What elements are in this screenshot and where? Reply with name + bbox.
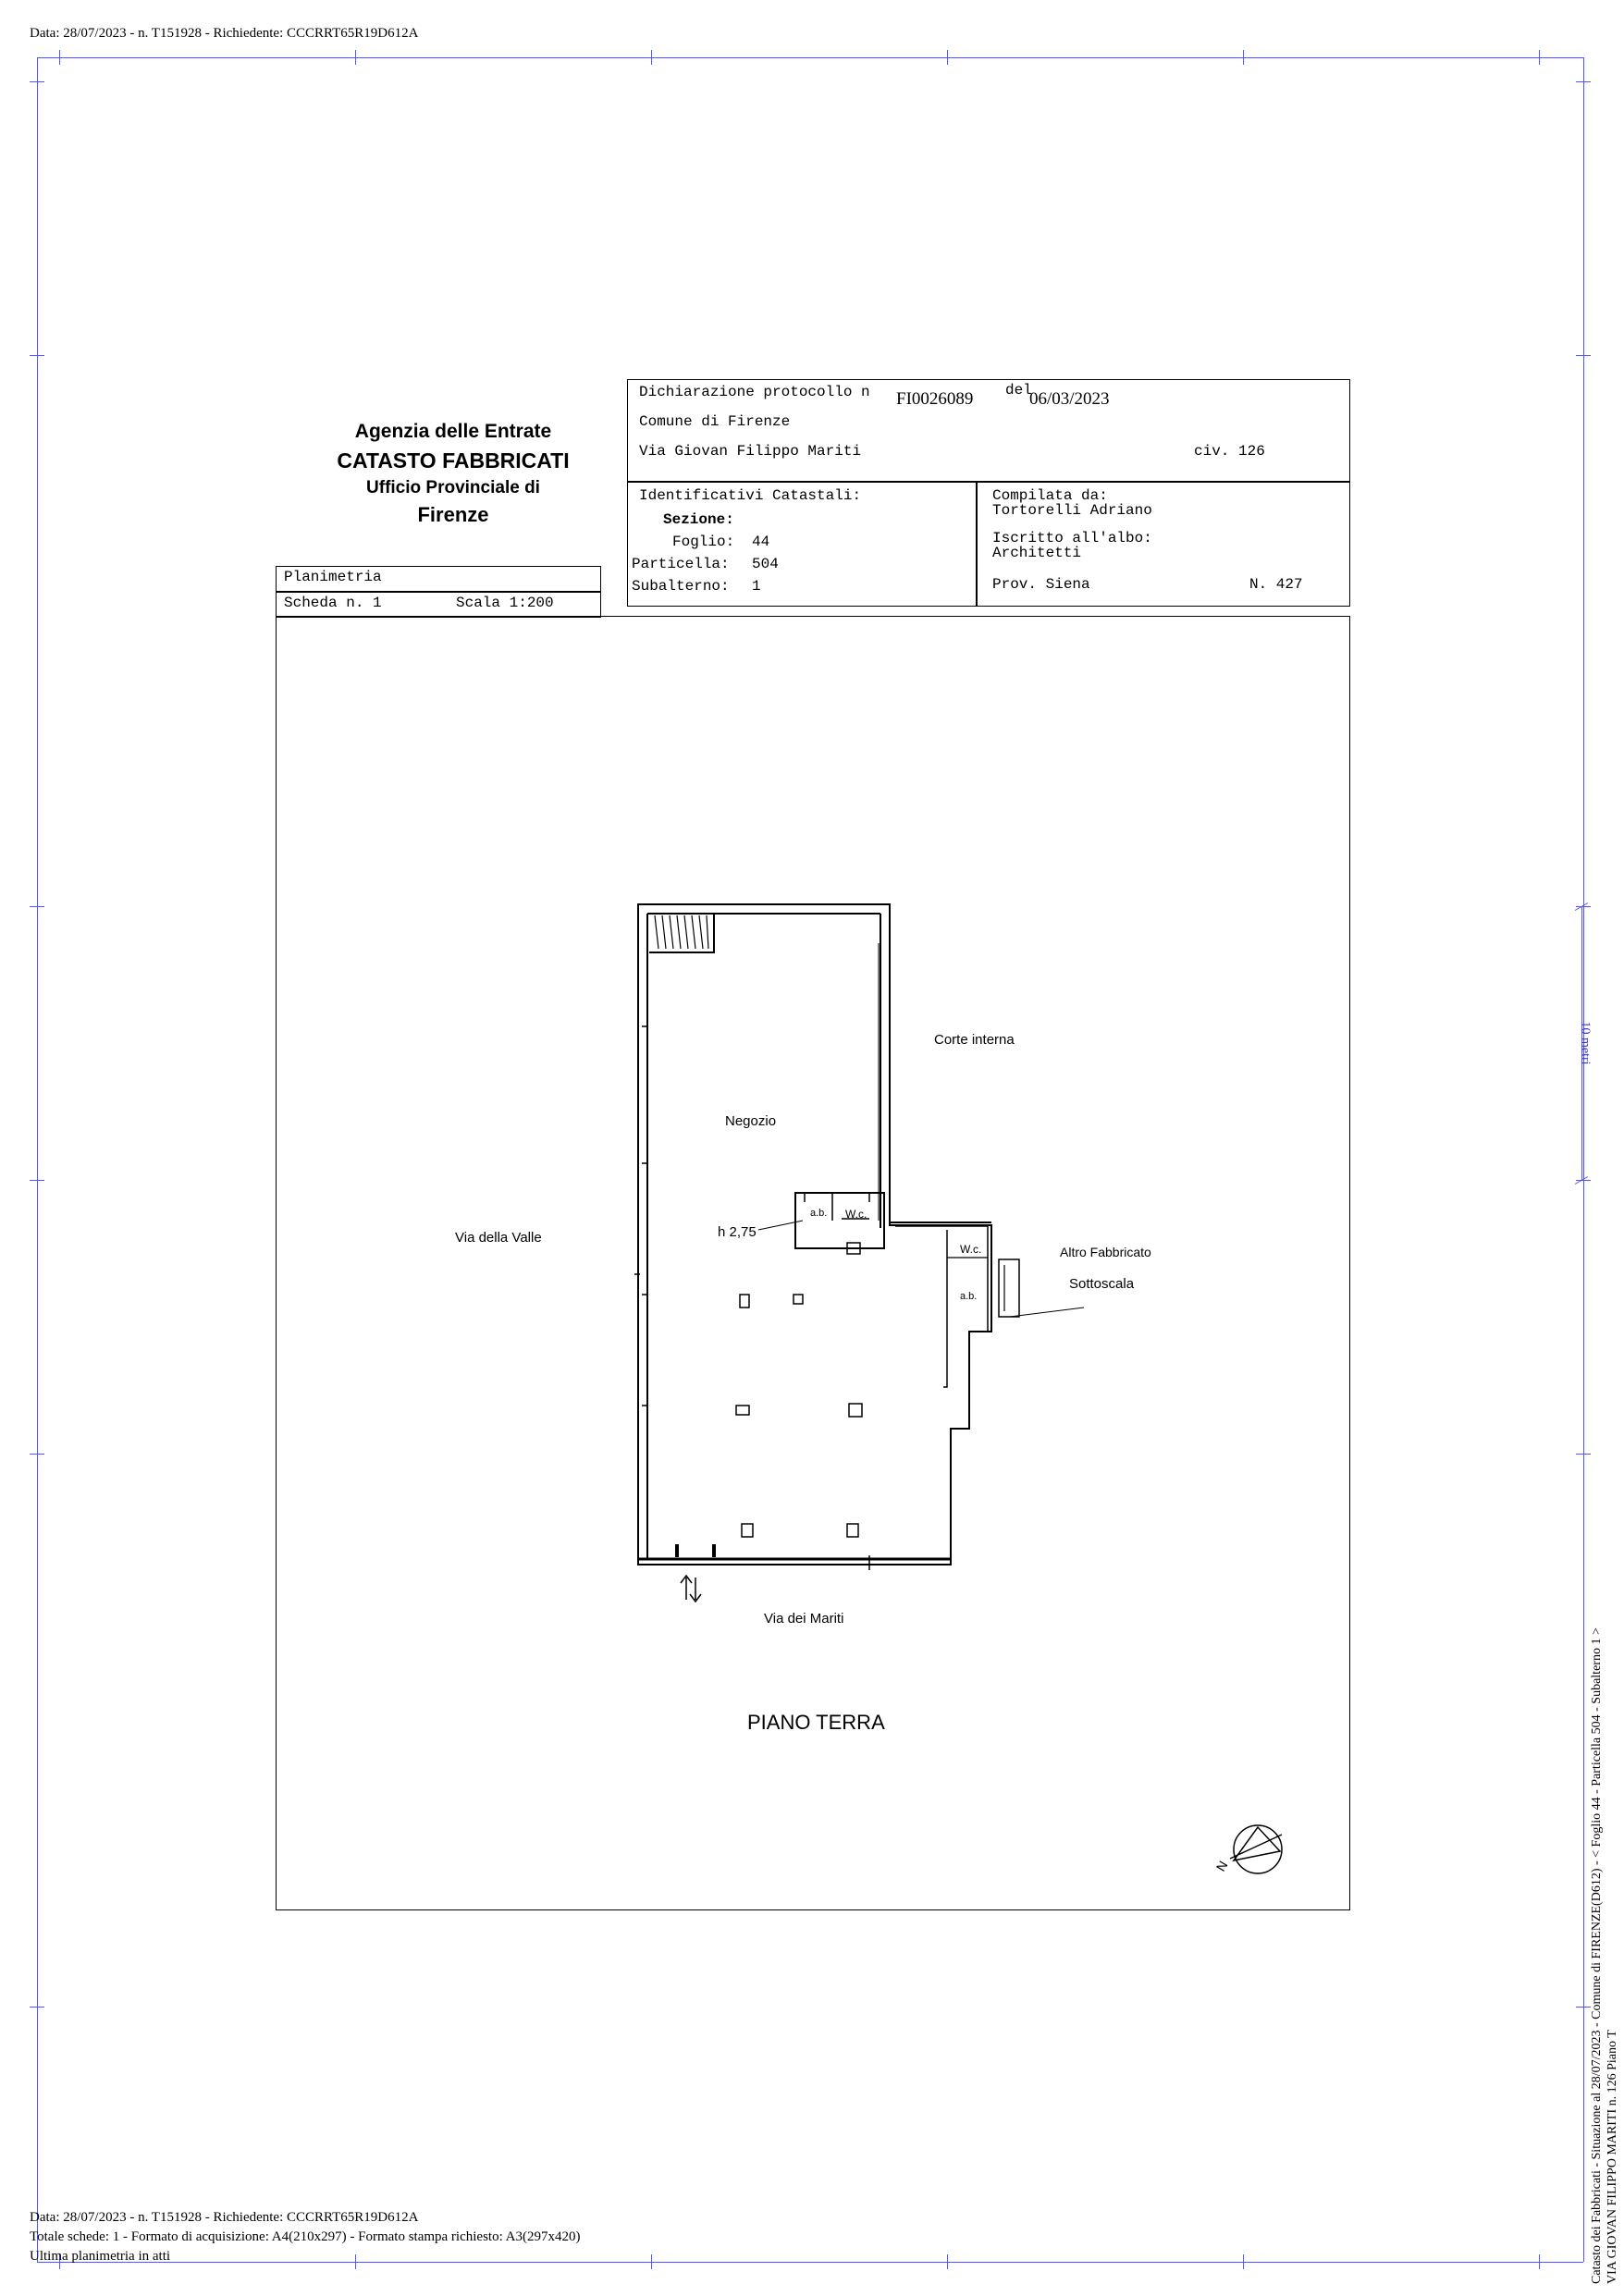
north-arrow-icon: [1230, 1825, 1282, 1873]
piano-label: PIANO TERRA: [747, 1711, 885, 1734]
albo-value: Architetti: [992, 545, 1082, 561]
ab-label-1: a.b.: [810, 1208, 828, 1219]
altro-fabbricato-label: Altro Fabbricato: [1060, 1245, 1151, 1259]
footer-line1: Data: 28/07/2023 - n. T151928 - Richiedente: CCCRRT65R19D612A: [30, 2210, 419, 2225]
wc-label-1: W.c.: [845, 1208, 867, 1221]
side-caption-line1: Catasto dei Fabbricati - Situazione al 28/07/2023 - Comune di FIRENZE(D612) - < Foglio 44 - Particella 504 - Subalterno 1 >: [1590, 1627, 1604, 2284]
corte-label: Corte interna: [934, 1032, 1015, 1048]
via-valle-label: Via della Valle: [455, 1230, 542, 1246]
footer-line3: Ultima planimetria in atti: [30, 2249, 171, 2264]
scheda-number: Scheda n. 1: [284, 595, 382, 611]
north-label: N: [1212, 1858, 1231, 1874]
planimetria-title: Planimetria: [284, 569, 382, 585]
height-label: h 2,75: [718, 1224, 757, 1240]
scala: Scala 1:200: [456, 595, 554, 611]
protocol-number: FI0026089: [896, 389, 974, 409]
wc-label-2: W.c.: [960, 1243, 982, 1256]
ufficio-label: Ufficio Provinciale di: [366, 478, 540, 497]
footer-line2: Totale schede: 1 - Formato di acquisizione: A4(210x297) - Formato stampa richiesto: A3(297x420): [30, 2229, 581, 2244]
top-header: Data: 28/07/2023 - n. T151928 - Richiedente: CCCRRT65R19D612A: [30, 26, 419, 41]
protocol-label: Dichiarazione protocollo n: [639, 384, 870, 400]
catasto-title: CATASTO FABBRICATI: [337, 448, 570, 473]
declaration-date: 06/03/2023: [1029, 389, 1110, 409]
subalterno-label: Subalterno:: [632, 578, 730, 595]
side-caption-line2: VIA GIOVAN FILIPPO MARITI n. 126 Piano T: [1606, 2030, 1619, 2284]
ufficio-city: Firenze: [417, 503, 489, 526]
scale-label: 10 metri: [1578, 1021, 1593, 1065]
comune: Comune di Firenze: [639, 413, 791, 430]
subalterno-value: 1: [752, 578, 761, 595]
prov-label: Prov. Siena: [992, 576, 1090, 593]
del-label: del: [1005, 382, 1032, 399]
address: Via Giovan Filippo Mariti: [639, 443, 862, 460]
footer: [30, 2208, 581, 2266]
sezione-label: Sezione:: [663, 511, 734, 528]
identifiers-title: Identificativi Catastali:: [639, 487, 862, 504]
albo-label: Iscritto all'albo:: [992, 530, 1152, 546]
ab-label-2: a.b.: [960, 1291, 978, 1302]
via-mariti-label: Via dei Mariti: [764, 1611, 844, 1627]
foglio-value: 44: [752, 534, 770, 550]
sottoscala-label: Sottoscala: [1069, 1276, 1135, 1292]
foglio-label: Foglio:: [672, 534, 735, 550]
compiler-name: Tortorelli Adriano: [992, 502, 1152, 519]
particella-value: 504: [752, 556, 779, 572]
albo-number: N. 427: [1249, 576, 1303, 593]
compiler-label: Compilata da:: [992, 487, 1108, 504]
negozio-label: Negozio: [725, 1113, 777, 1129]
civic-number: civ. 126: [1194, 443, 1265, 460]
particella-label: Particella:: [632, 556, 730, 572]
agency-name: Agenzia delle Entrate: [354, 421, 552, 442]
